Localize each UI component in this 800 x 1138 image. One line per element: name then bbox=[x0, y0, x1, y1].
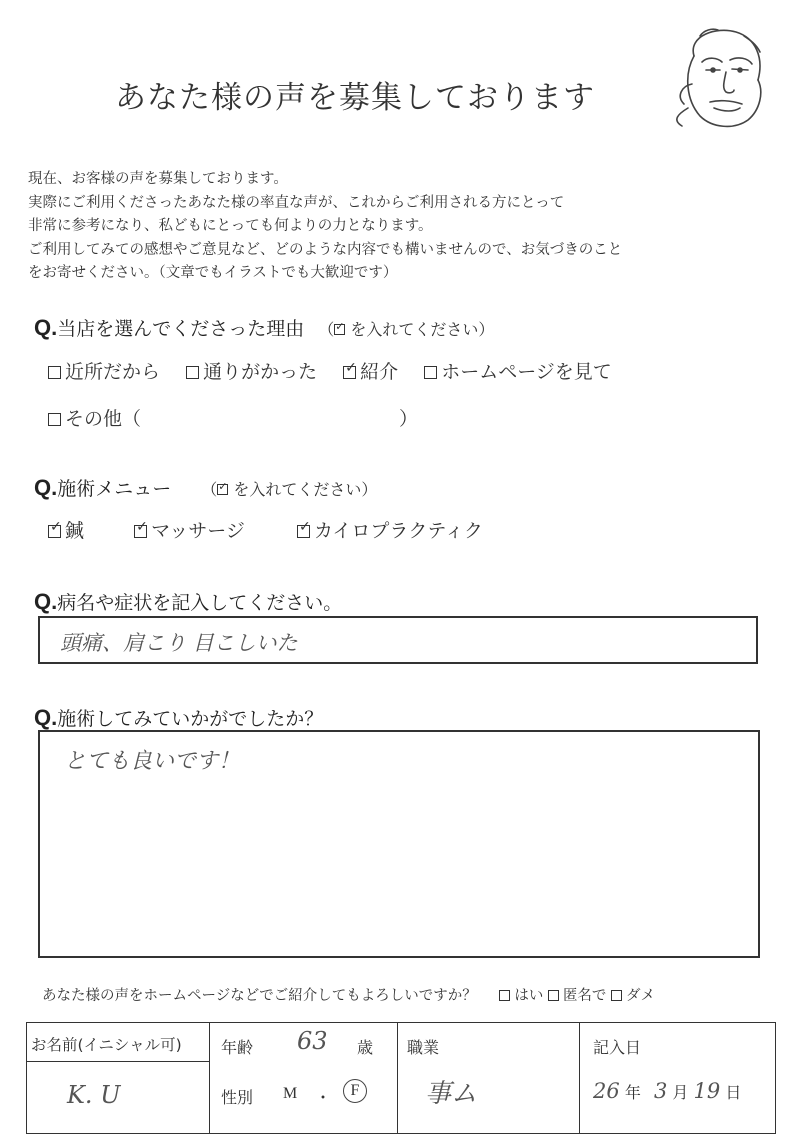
checkbox-icon[interactable] bbox=[611, 990, 622, 1001]
symptoms-answer: 頭痛、肩こり 目こしいた bbox=[60, 631, 298, 655]
option-nearby[interactable]: 近所だから bbox=[48, 357, 160, 384]
impression-answer-box[interactable] bbox=[38, 730, 760, 958]
date-year[interactable]: 26 bbox=[593, 1079, 620, 1103]
checkbox-checked-icon[interactable] bbox=[297, 525, 310, 538]
table-divider bbox=[579, 1023, 580, 1133]
impression-answer: とても良いです！ bbox=[64, 749, 241, 774]
reason-options bbox=[48, 357, 632, 384]
job-label: 職業 bbox=[407, 1038, 440, 1057]
consent-question: あなた様の声をホームページなどでご紹介してもよろしいですか？ bbox=[42, 988, 477, 1004]
checkbox-checked-icon[interactable] bbox=[134, 525, 147, 538]
intro-line: 実際にご利用くださったあなた様の率直な声が、これからご利用される方にとって bbox=[28, 194, 565, 211]
date-month[interactable]: 3 bbox=[653, 1079, 668, 1103]
option-passing-by[interactable]: 通りがかった bbox=[186, 357, 317, 384]
date-year-unit: 年 bbox=[624, 1083, 641, 1102]
name-value[interactable]: K. U bbox=[67, 1081, 121, 1109]
intro-text bbox=[28, 168, 622, 286]
checkbox-icon[interactable] bbox=[48, 413, 61, 426]
date-month-unit: 月 bbox=[672, 1083, 689, 1102]
consent-option-yes[interactable]: はい bbox=[499, 988, 543, 1004]
checkbox-checked-icon[interactable] bbox=[48, 525, 61, 538]
checkbox-checked-icon[interactable] bbox=[343, 366, 356, 379]
option-homepage[interactable]: ホームページを見て bbox=[424, 357, 612, 384]
option-acupuncture[interactable]: ✓鍼 bbox=[48, 516, 84, 543]
question-impression bbox=[34, 704, 323, 731]
reason-other[interactable]: その他（ ） bbox=[48, 404, 418, 431]
check-sample-icon bbox=[217, 484, 228, 495]
intro-line: 非常に参考になり、私どもにとっても何よりの力となります。 bbox=[28, 218, 433, 234]
date-day[interactable]: 19 bbox=[693, 1079, 721, 1103]
table-divider bbox=[397, 1023, 398, 1133]
option-chiropractic[interactable]: ✓ カイロプラクティク bbox=[297, 516, 483, 543]
gender-option-f-wrap bbox=[343, 1079, 367, 1103]
table-divider bbox=[27, 1061, 209, 1062]
consent-option-anonymous[interactable]: 匿名で bbox=[548, 988, 607, 1004]
question-menu bbox=[34, 474, 377, 501]
consent-option-no[interactable]: ダメ bbox=[611, 988, 655, 1004]
name-label: お名前(イニシャル可) bbox=[31, 1036, 182, 1054]
intro-line: ご利用してみての感想やご意見など、どのような内容でも構いませんので、お気づきのこと bbox=[28, 241, 623, 258]
checkbox-icon[interactable] bbox=[499, 990, 510, 1001]
check-sample-icon bbox=[334, 324, 345, 335]
checkbox-icon[interactable] bbox=[186, 366, 199, 379]
gender-separator: ・ bbox=[315, 1088, 332, 1107]
age-label: 年齢 bbox=[221, 1038, 254, 1057]
symptoms-answer-box[interactable] bbox=[38, 616, 758, 664]
question-text: 当店を選んでくださった理由 bbox=[57, 318, 305, 340]
question-mark: Q. bbox=[34, 705, 58, 730]
question-hint: （✓ を入れてください） bbox=[201, 480, 377, 499]
gender-option-m[interactable]: M bbox=[283, 1085, 298, 1102]
question-text: 施術メニュー bbox=[57, 478, 172, 500]
date-label: 記入日 bbox=[593, 1038, 642, 1057]
checkbox-icon[interactable] bbox=[48, 366, 61, 379]
caricature-illustration bbox=[664, 22, 776, 140]
option-referral[interactable]: ✓ 紹介 bbox=[343, 357, 398, 384]
date-row bbox=[593, 1079, 741, 1103]
question-text: 病名や症状を記入してください。 bbox=[57, 592, 343, 614]
checkbox-icon[interactable] bbox=[548, 990, 559, 1001]
gender-option-f[interactable]: F bbox=[343, 1079, 367, 1103]
customer-info-table bbox=[26, 1022, 776, 1134]
gender-label: 性別 bbox=[221, 1088, 254, 1107]
question-mark: Q. bbox=[34, 475, 58, 500]
menu-options bbox=[48, 516, 503, 543]
age-unit: 歳 bbox=[357, 1038, 374, 1057]
checkbox-icon[interactable] bbox=[424, 366, 437, 379]
table-divider bbox=[209, 1023, 210, 1133]
intro-line: 現在、お客様の声を募集しております。 bbox=[28, 171, 288, 187]
question-mark: Q. bbox=[34, 315, 58, 340]
option-massage[interactable]: ✓ マッサージ bbox=[134, 516, 245, 543]
intro-line: をお寄せください。（文章でもイラストでも大歓迎です） bbox=[28, 265, 398, 281]
date-day-unit: 日 bbox=[725, 1083, 742, 1102]
question-text: 施術してみていかがでしたか？ bbox=[57, 708, 324, 730]
consent-row bbox=[42, 984, 655, 1005]
page-title: あなた様の声を募集しております bbox=[115, 80, 595, 116]
question-hint: （✓ を入れてください） bbox=[318, 320, 494, 339]
age-value[interactable]: 63 bbox=[297, 1027, 328, 1055]
question-reason bbox=[34, 314, 494, 341]
job-value[interactable]: 事ム bbox=[425, 1079, 478, 1109]
question-mark: Q. bbox=[34, 589, 58, 614]
question-symptoms bbox=[34, 588, 342, 615]
